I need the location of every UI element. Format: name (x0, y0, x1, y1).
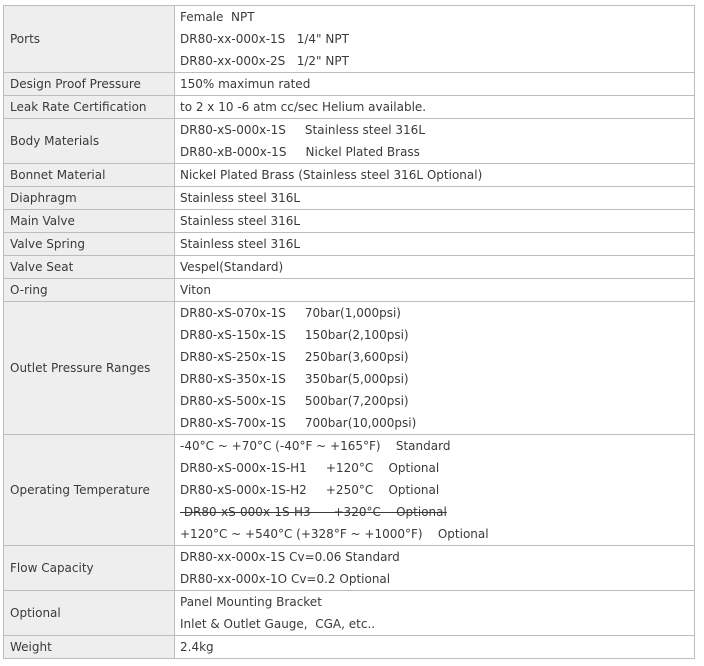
spec-row (4, 187, 695, 210)
spec-row (4, 256, 695, 279)
spec-value-line: DR80-xx-000x-1S Cv=0.06 Standard (180, 550, 400, 564)
spec-row (4, 96, 695, 119)
spec-row (4, 279, 695, 302)
spec-value-line: Viton (180, 283, 211, 297)
spec-value-line: DR80-xS-000x-1S-H2 +250°C Optional (180, 483, 440, 497)
spec-value-line: DR80-xS-000x-1S Stainless steel 316L (180, 123, 425, 137)
spec-value-line: DR80-xS-500x-1S 500bar(7,200psi) (180, 394, 409, 408)
spec-label: Body Materials (4, 119, 175, 164)
spec-row (4, 6, 695, 73)
spec-value-cell (175, 164, 695, 187)
spec-value-line: +120°C ~ +540°C (+328°F ~ +1000°F) Optional (180, 527, 489, 541)
spec-value-line: DR80-xS-700x-1S 700bar(10,000psi) (180, 416, 417, 430)
spec-label: Design Proof Pressure (4, 73, 175, 96)
spec-value-cell (175, 73, 695, 96)
spec-value-line: 150% maximun rated (180, 77, 311, 91)
spec-value-line: DR80-xS-070x-1S 70bar(1,000psi) (180, 306, 401, 320)
spec-value-cell (175, 233, 695, 256)
spec-value-line: Female NPT (180, 10, 255, 24)
spec-value-line: DR80-xS-350x-1S 350bar(5,000psi) (180, 372, 409, 386)
spec-row (4, 435, 695, 546)
spec-value-line: Vespel(Standard) (180, 260, 284, 274)
spec-value-cell (175, 591, 695, 636)
spec-label: Optional (4, 591, 175, 636)
spec-value-cell (175, 279, 695, 302)
spec-value-line: DR80-xB-000x-1S Nickel Plated Brass (180, 145, 420, 159)
spec-value-line: Nickel Plated Brass (Stainless steel 316L Optional) (180, 168, 483, 182)
spec-value-cell (175, 302, 695, 435)
spec-value-line: DR80-xx-000x-1S 1/4" NPT (180, 32, 349, 46)
spec-label: Valve Spring (4, 233, 175, 256)
spec-label: Diaphragm (4, 187, 175, 210)
spec-value-cell (175, 96, 695, 119)
spec-value-cell (175, 546, 695, 591)
spec-value-cell (175, 6, 695, 73)
spec-value-line: DR80-xS-000x-1S-H1 +120°C Optional (180, 461, 440, 475)
spec-label: Operating Temperature (4, 435, 175, 546)
spec-row (4, 233, 695, 256)
spec-value-cell (175, 435, 695, 546)
spec-label: Ports (4, 6, 175, 73)
spec-value-cell (175, 119, 695, 164)
spec-row (4, 73, 695, 96)
spec-value-line: Inlet & Outlet Gauge, CGA, etc.. (180, 617, 376, 631)
spec-value-cell (175, 210, 695, 233)
spec-value-line: DR80-xx-000x-2S 1/2" NPT (180, 54, 349, 68)
spec-label: Bonnet Material (4, 164, 175, 187)
spec-row (4, 546, 695, 591)
spec-table-body (4, 6, 695, 659)
spec-value-line: 2.4kg (180, 640, 214, 654)
spec-label: Main Valve (4, 210, 175, 233)
spec-value-line: DR80-xS-150x-1S 150bar(2,100psi) (180, 328, 409, 342)
spec-table (3, 5, 695, 659)
spec-label: Weight (4, 636, 175, 659)
spec-row (4, 164, 695, 187)
spec-value-line: -40°C ~ +70°C (-40°F ~ +165°F) Standard (180, 439, 451, 453)
spec-value-cell (175, 187, 695, 210)
spec-row (4, 636, 695, 659)
spec-label: Outlet Pressure Ranges (4, 302, 175, 435)
spec-row (4, 591, 695, 636)
spec-value-line: DR80-xS-250x-1S 250bar(3,600psi) (180, 350, 409, 364)
spec-value-line: Stainless steel 316L (180, 214, 301, 228)
spec-value-cell (175, 636, 695, 659)
spec-value-line: to 2 x 10 -6 atm cc/sec Helium available. (180, 100, 427, 114)
spec-label: Valve Seat (4, 256, 175, 279)
spec-row (4, 302, 695, 435)
spec-value-cell (175, 256, 695, 279)
spec-value-line: Panel Mounting Bracket (180, 595, 322, 609)
spec-value-line: Stainless steel 316L (180, 191, 301, 205)
spec-label: O-ring (4, 279, 175, 302)
spec-value-line: DR80-xx-000x-1O Cv=0.2 Optional (180, 572, 391, 586)
spec-label: Flow Capacity (4, 546, 175, 591)
spec-row (4, 119, 695, 164)
spec-value-line: Stainless steel 316L (180, 237, 301, 251)
spec-label: Leak Rate Certification (4, 96, 175, 119)
spec-row (4, 210, 695, 233)
spec-value-line: DR80-xS-000x-1S-H3 +320°C Optional (180, 505, 447, 519)
